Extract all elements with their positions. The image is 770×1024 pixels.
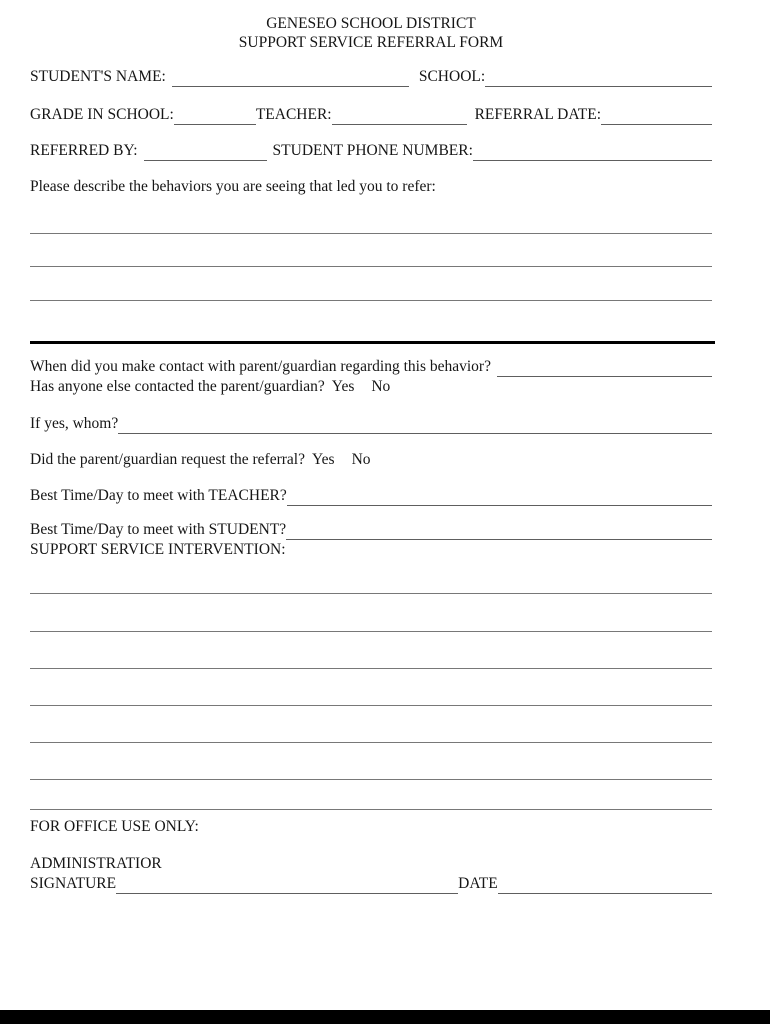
student-name-label: STUDENT'S NAME:	[30, 68, 166, 85]
intervention-line-6[interactable]	[30, 779, 712, 780]
behavior-line-3[interactable]	[30, 300, 712, 301]
parent-request-question: Did the parent/guardian request the referral?	[30, 451, 305, 468]
intervention-line-2[interactable]	[30, 631, 712, 632]
school-label: SCHOOL:	[418, 68, 486, 85]
form-title-line2: SUPPORT SERVICE REFERRAL FORM	[238, 34, 504, 51]
parent-contact-question: When did you make contact with parent/guardian regarding this behavior?	[30, 358, 491, 375]
student-name-row	[30, 67, 712, 87]
teacher-label: TEACHER:	[255, 106, 332, 123]
intervention-line-4[interactable]	[30, 705, 712, 706]
teacher-field[interactable]	[332, 108, 467, 125]
school-field[interactable]	[485, 70, 712, 87]
parent-request-yes-option[interactable]: Yes	[312, 451, 335, 468]
best-time-student-field[interactable]	[286, 523, 712, 540]
anyone-else-row	[30, 377, 712, 397]
best-time-teacher-field[interactable]	[287, 489, 712, 506]
intervention-line-5[interactable]	[30, 742, 712, 743]
intervention-line-1[interactable]	[30, 593, 712, 594]
intervention-line-7[interactable]	[30, 809, 712, 810]
referred-by-row	[30, 141, 712, 161]
parent-contact-field[interactable]	[497, 360, 712, 377]
section-divider	[30, 341, 715, 344]
form-title	[30, 14, 712, 52]
referral-date-field[interactable]	[601, 108, 712, 125]
student-phone-label: STUDENT PHONE NUMBER:	[272, 142, 473, 159]
form-title-line1: GENESEO SCHOOL DISTRICT	[266, 15, 476, 32]
date-field[interactable]	[498, 877, 712, 894]
signature-date-row	[30, 874, 712, 894]
best-time-teacher-label: Best Time/Day to meet with TEACHER?	[30, 487, 287, 504]
student-phone-field[interactable]	[473, 144, 712, 161]
signature-label: SIGNATURE	[30, 875, 117, 892]
signature-field[interactable]	[116, 877, 458, 894]
administrator-label: ADMINISTRATIOR	[30, 855, 162, 872]
student-name-field[interactable]	[172, 70, 409, 87]
best-time-student-row	[30, 520, 712, 540]
parent-request-row	[30, 450, 712, 470]
behavior-line-1[interactable]	[30, 233, 712, 234]
office-use-heading: FOR OFFICE USE ONLY:	[30, 818, 199, 835]
if-yes-whom-field[interactable]	[118, 417, 712, 434]
if-yes-whom-row	[30, 414, 712, 434]
parent-request-no-option[interactable]: No	[351, 451, 371, 468]
grade-label: GRADE IN SCHOOL:	[30, 106, 174, 123]
intervention-line-3[interactable]	[30, 668, 712, 669]
referred-by-label: REFERRED BY:	[30, 142, 138, 159]
referral-date-label: REFERRAL DATE:	[474, 106, 602, 123]
date-label: DATE	[458, 875, 498, 892]
behavior-prompt: Please describe the behaviors you are seeing that led you to refer:	[30, 178, 436, 195]
if-yes-whom-label: If yes, whom?	[30, 415, 119, 432]
anyone-else-no-option[interactable]: No	[371, 378, 391, 395]
grade-field[interactable]	[174, 108, 256, 125]
bottom-bar	[0, 1010, 770, 1024]
parent-contact-row	[30, 357, 712, 377]
referred-by-field[interactable]	[144, 144, 267, 161]
best-time-teacher-row	[30, 486, 712, 506]
behavior-line-2[interactable]	[30, 266, 712, 267]
anyone-else-yes-option[interactable]: Yes	[331, 378, 355, 395]
grade-teacher-row	[30, 105, 712, 125]
intervention-heading: SUPPORT SERVICE INTERVENTION:	[30, 541, 286, 558]
best-time-student-label: Best Time/Day to meet with STUDENT?	[30, 521, 287, 538]
anyone-else-question: Has anyone else contacted the parent/guardian?	[30, 378, 325, 395]
